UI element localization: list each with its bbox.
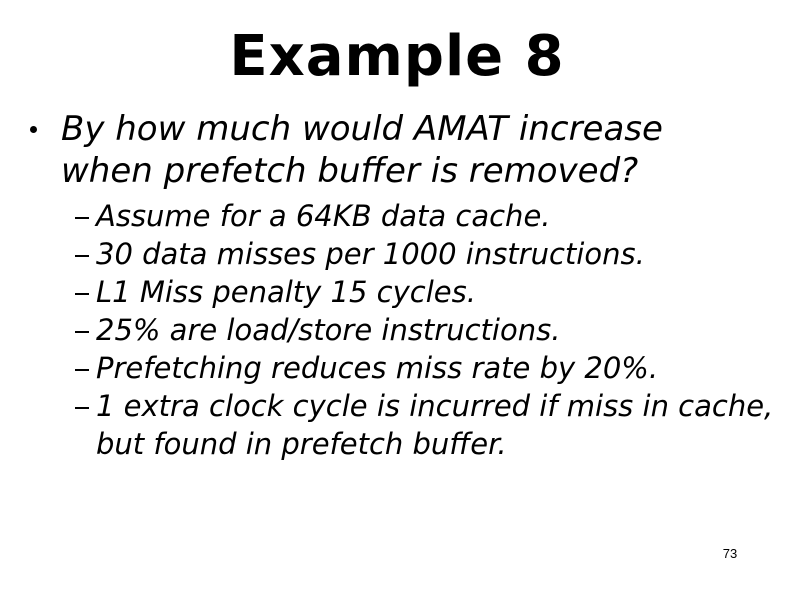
list-item-text: L1 Miss penalty 15 cycles. — [96, 275, 476, 309]
list-item-text: Prefetching reduces miss rate by 20%. — [96, 351, 659, 385]
bullet-dot-icon — [30, 126, 37, 133]
list-item — [75, 387, 776, 463]
list-item — [75, 273, 775, 311]
list-item-text: 30 data misses per 1000 instructions. — [96, 237, 645, 271]
list-item-text: Assume for a 64KB data cache. — [96, 199, 551, 233]
slide-title: Example 8 — [229, 24, 565, 89]
list-item-text: 25% are load/store instructions. — [96, 313, 561, 347]
list-item — [75, 235, 775, 273]
list-item — [75, 311, 775, 349]
question-text: By how much would AMAT increase when prefetch buffer is removed? — [61, 109, 663, 191]
dash-icon — [75, 369, 89, 371]
dash-icon — [75, 407, 89, 409]
dash-icon — [75, 293, 89, 295]
dash-icon — [75, 217, 89, 219]
list-item-text: 1 extra clock cycle is incurred if miss in cache, but found in prefetch buffer. — [96, 389, 774, 461]
assumption-list — [75, 197, 775, 463]
dash-icon — [75, 255, 89, 257]
list-item — [75, 197, 775, 235]
page-number: 73 — [722, 546, 738, 561]
dash-icon — [75, 331, 89, 333]
list-item — [75, 349, 775, 387]
